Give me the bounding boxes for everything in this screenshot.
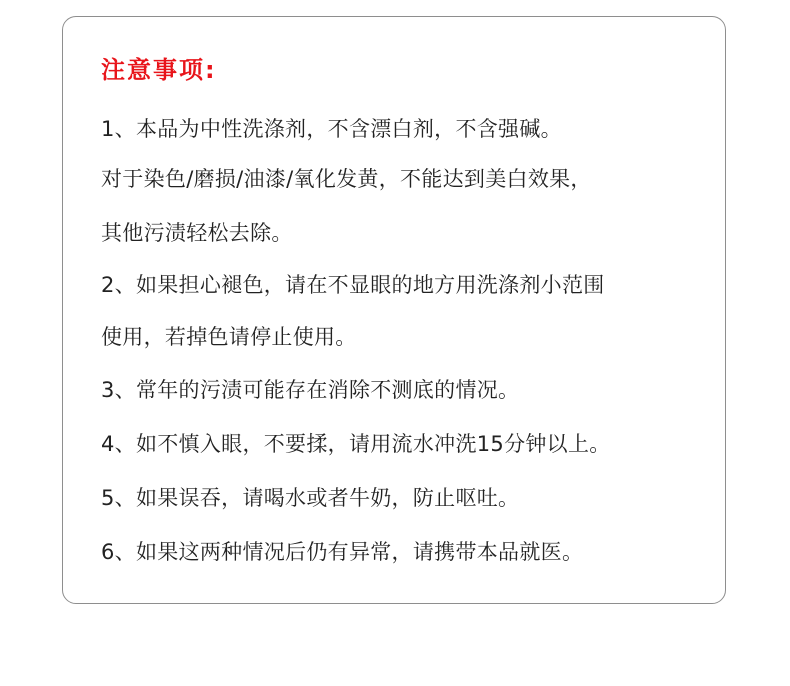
notice-item-4: 4、如不慎入眼，不要揉，请用流水冲洗15分钟以上。: [101, 432, 611, 456]
notice-item-6: 6、如果这两种情况后仍有异常，请携带本品就医。: [101, 540, 584, 564]
notice-card: [62, 16, 726, 604]
notice-title: 注意事项:: [101, 56, 217, 84]
notice-item-1-continuation: 对于染色/磨损/油漆/氧化发黄，不能达到美白效果，: [101, 167, 592, 191]
notice-item-1: 1、本品为中性洗涤剂，不含漂白剂，不含强碱。: [101, 117, 562, 141]
notice-item-3: 3、常年的污渍可能存在消除不测底的情况。: [101, 378, 520, 402]
notice-item-5: 5、如果误吞，请喝水或者牛奶，防止呕吐。: [101, 486, 520, 510]
notice-item-2: 2、如果担心褪色，请在不显眼的地方用洗涤剂小范围: [101, 273, 605, 297]
notice-item-2-continuation: 使用，若掉色请停止使用。: [101, 325, 357, 349]
notice-item-1-continuation: 其他污渍轻松去除。: [101, 221, 293, 245]
